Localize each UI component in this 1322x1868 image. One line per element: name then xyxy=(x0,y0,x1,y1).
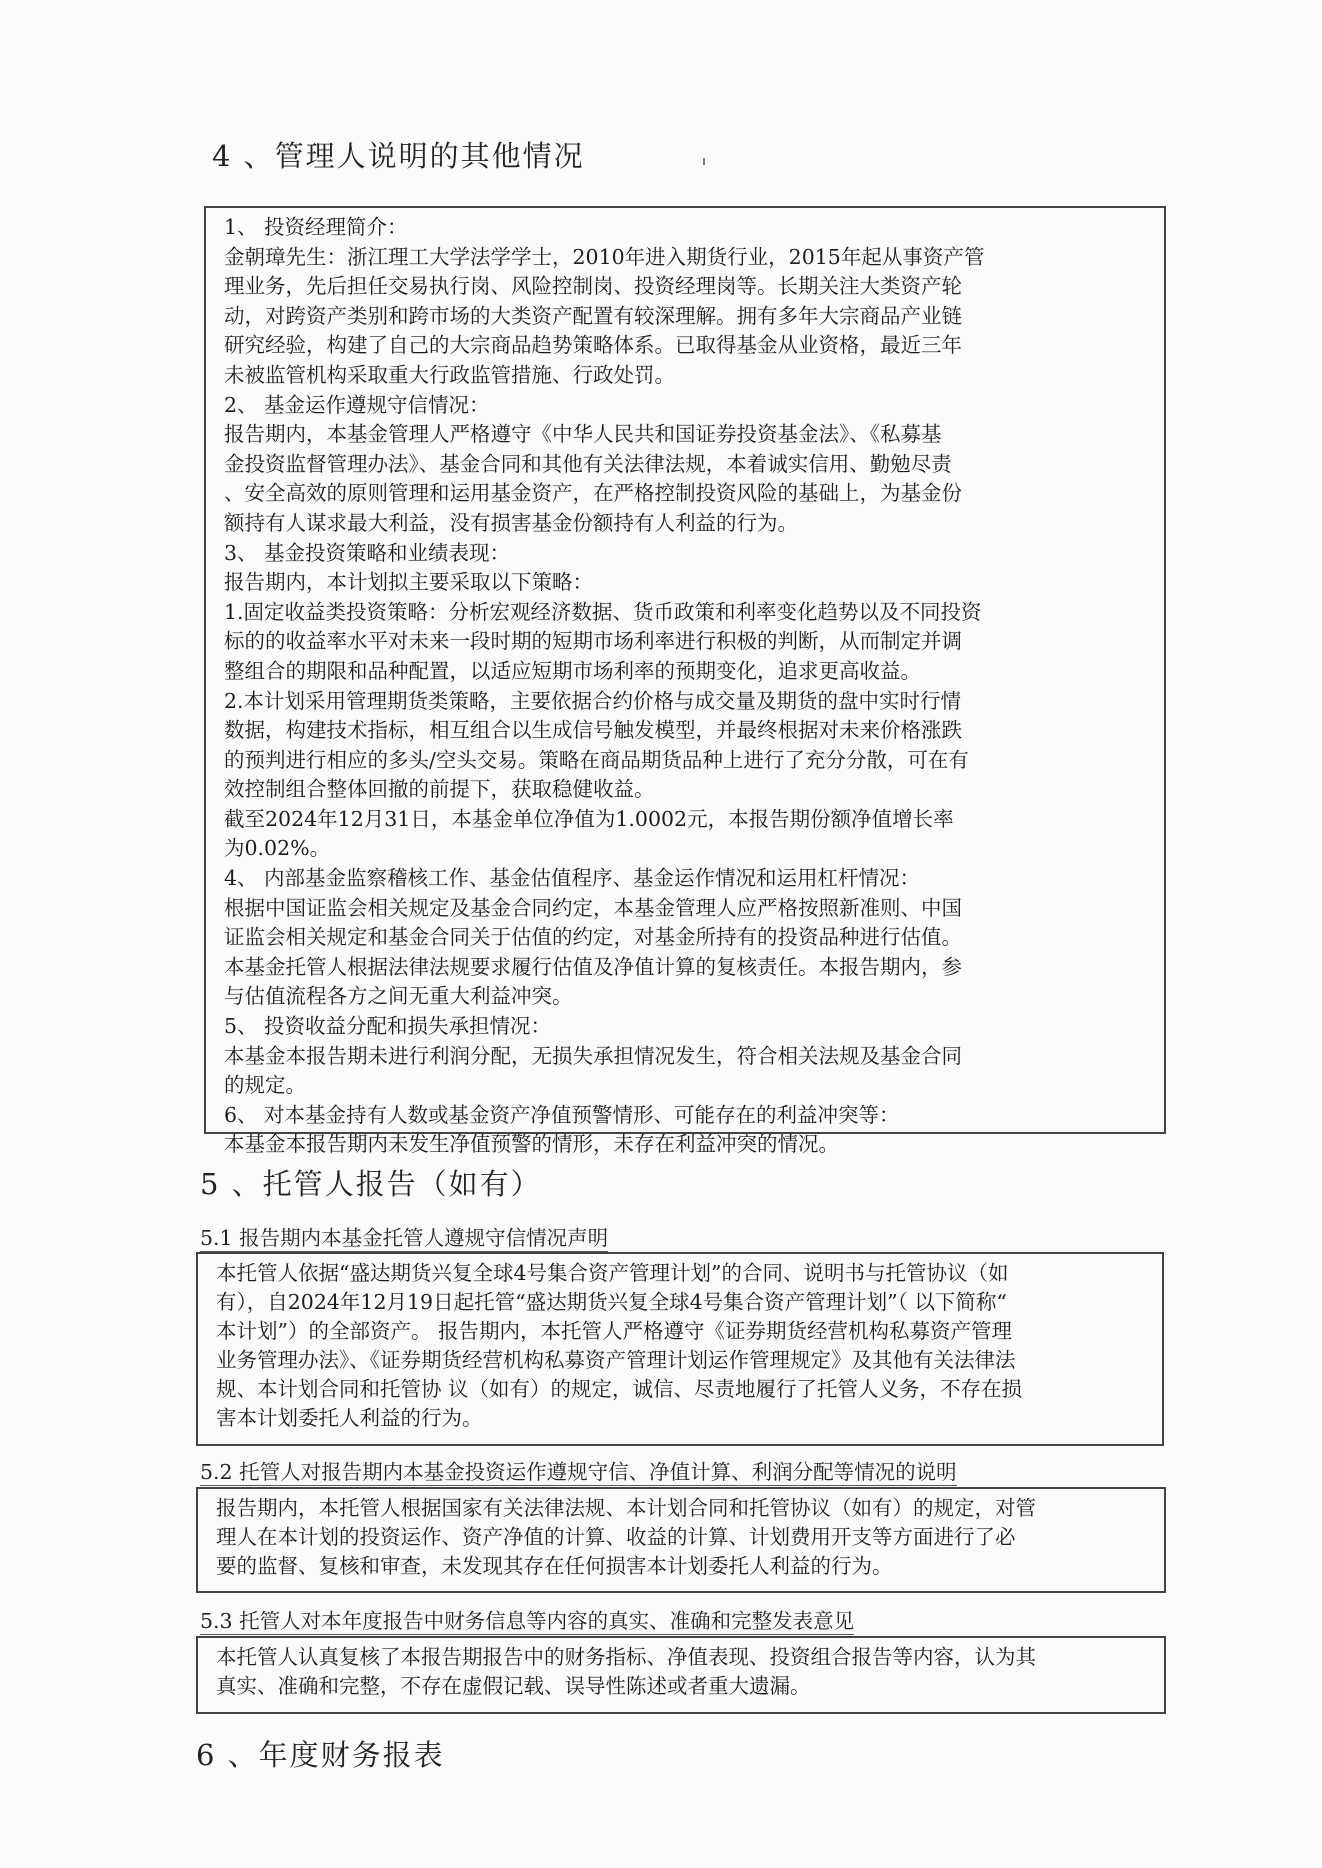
text-line: 报告期内，本基金管理人严格遵守《中华人民共和国证券投资基金法》、《私募基 xyxy=(224,422,942,447)
text-line: 规、本计划合同和托管协 议（如有）的规定，诚信、尽责地履行了托管人义务，不存在损 xyxy=(216,1377,1023,1401)
text-line: 害本计划委托人利益的行为。 xyxy=(216,1406,483,1430)
text-line: 金投资监督管理办法》、基金合同和其他有关法律法规，本着诚实信用、勤勉尽责 xyxy=(224,451,952,476)
text-line: 业务管理办法》、《证券期货经营机构私募资产管理计划运作管理规定》及其他有关法律法 xyxy=(216,1348,1016,1372)
section-6-heading: 6 、年度财务报表 xyxy=(196,1738,445,1772)
custodian-supervision-box xyxy=(196,1487,1166,1593)
section-5-3-title: 5.3 托管人对本年度报告中财务信息等内容的真实、准确和完整发表意见 xyxy=(200,1609,855,1633)
text-line: 1.固定收益类投资策略：分析宏观经济数据、货币政策和利率变化趋势以及不同投资 xyxy=(224,599,982,624)
text-line: 本基金本报告期未进行利润分配，无损失承担情况发生，符合相关法规及基金合同 xyxy=(224,1043,962,1068)
text-line: 本计划”）的全部资产。 报告期内，本托管人严格遵守《证券期货经营机构私募资产管理 xyxy=(216,1319,1012,1343)
text-line: 本基金托管人根据法律法规要求履行估值及净值计算的复核责任。本报告期内，参 xyxy=(224,954,962,979)
text-line: 6、 对本基金持有人数或基金资产净值预警情形、可能存在的利益冲突等： xyxy=(224,1102,900,1127)
section-5-1-title: 5.1 报告期内本基金托管人遵规守信情况声明 xyxy=(200,1226,609,1250)
text-line: 本基金本报告期内未发生净值预警的情形，未存在利益冲突的情况。 xyxy=(224,1132,839,1157)
text-line: 本托管人认真复核了本报告期报告中的财务指标、净值表现、投资组合报告等内容，认为其 xyxy=(216,1645,1036,1669)
text-line: 效控制组合整体回撤的前提下，获取稳健收益。 xyxy=(224,777,655,802)
text-line: 的规定。 xyxy=(224,1073,306,1098)
text-line: 截至2024年12月31日，本基金单位净值为1.0002元，本报告期份额净值增长率 xyxy=(224,806,954,831)
text-line: 金朝璋先生：浙江理工大学法学学士，2010年进入期货行业，2015年起从事资产管 xyxy=(224,244,985,269)
text-line: 5、 投资收益分配和损失承担情况： xyxy=(224,1014,552,1039)
text-line: 有），自2024年12月19日起托管“盛达期货兴复全球4号集合资产管理计划”（ 以下简称“ xyxy=(216,1290,1007,1314)
scan-mark xyxy=(703,158,705,165)
text-line: 与估值流程各方之间无重大利益冲突。 xyxy=(224,984,573,1009)
text-line: 要的监督、复核和审查，未发现其存在任何损害本计划委托人利益的行为。 xyxy=(216,1554,893,1578)
text-line: 理业务，先后担任交易执行岗、风险控制岗、投资经理岗等。长期关注大类资产轮 xyxy=(224,274,962,299)
text-line: 真实、准确和完整，不存在虚假记载、误导性陈述或者重大遗漏。 xyxy=(216,1674,811,1698)
section-4-heading: 4 、管理人说明的其他情况 xyxy=(212,139,585,173)
text-line: 报告期内，本托管人根据国家有关法律法规、本计划合同和托管协议（如有）的规定，对管 xyxy=(216,1496,1036,1520)
manager-notes-box xyxy=(204,206,1166,1157)
text-line: 报告期内，本计划拟主要采取以下策略： xyxy=(224,570,593,595)
custodian-opinion-box xyxy=(196,1636,1166,1714)
text-line: 、安全高效的原则管理和运用基金资产，在严格控制投资风险的基础上，为基金份 xyxy=(224,481,962,506)
text-line: 的预判进行相应的多头/空头交易。策略在商品期货品种上进行了充分分散，可在有 xyxy=(224,747,969,772)
text-line: 动，对跨资产类别和跨市场的大类资产配置有较深理解。拥有多年大宗商品产业链 xyxy=(224,303,962,328)
section-5-heading: 5 、托管人报告（如有） xyxy=(200,1167,542,1201)
text-line: 2、 基金运作遵规守信情况： xyxy=(224,392,490,417)
text-line: 数据，构建技术指标，相互组合以生成信号触发模型，并最终根据对未来价格涨跌 xyxy=(224,718,962,743)
text-line: 证监会相关规定和基金合同关于估值的约定，对基金所持有的投资品种进行估值。 xyxy=(224,925,962,950)
text-line: 额持有人谋求最大利益，没有损害基金份额持有人利益的行为。 xyxy=(224,510,798,535)
text-line: 4、 内部基金监察稽核工作、基金估值程序、基金运作情况和运用杠杆情况： xyxy=(224,866,921,891)
text-line: 1、 投资经理简介： xyxy=(224,215,408,239)
text-line: 根据中国证监会相关规定及基金合同约定，本基金管理人应严格按照新准则、中国 xyxy=(224,895,962,920)
text-line: 研究经验，构建了自己的大宗商品趋势策略体系。已取得基金从业资格，最近三年 xyxy=(224,333,962,358)
text-line: 未被监管机构采取重大行政监管措施、行政处罚。 xyxy=(224,362,675,387)
text-line: 2.本计划采用管理期货类策略，主要依据合约价格与成交量及期货的盘中实时行情 xyxy=(224,688,962,713)
section-5-2-title: 5.2 托管人对报告期内本基金投资运作遵规守信、净值计算、利润分配等情况的说明 xyxy=(200,1460,957,1484)
text-line: 本托管人依据“盛达期货兴复全球4号集合资产管理计划”的合同、说明书与托管协议（如 xyxy=(216,1261,1009,1285)
text-line: 整组合的期限和品种配置，以适应短期市场利率的预期变化，追求更高收益。 xyxy=(224,658,921,683)
text-line: 标的的收益率水平对未来一段时期的短期市场利率进行积极的判断，从而制定并调 xyxy=(224,629,962,654)
custodian-statement-box xyxy=(196,1252,1164,1446)
text-line: 理人在本计划的投资运作、资产净值的计算、收益的计算、计划费用开支等方面进行了必 xyxy=(216,1525,1016,1549)
text-line: 为0.02%。 xyxy=(224,836,331,861)
text-line: 3、 基金投资策略和业绩表现： xyxy=(224,540,511,565)
